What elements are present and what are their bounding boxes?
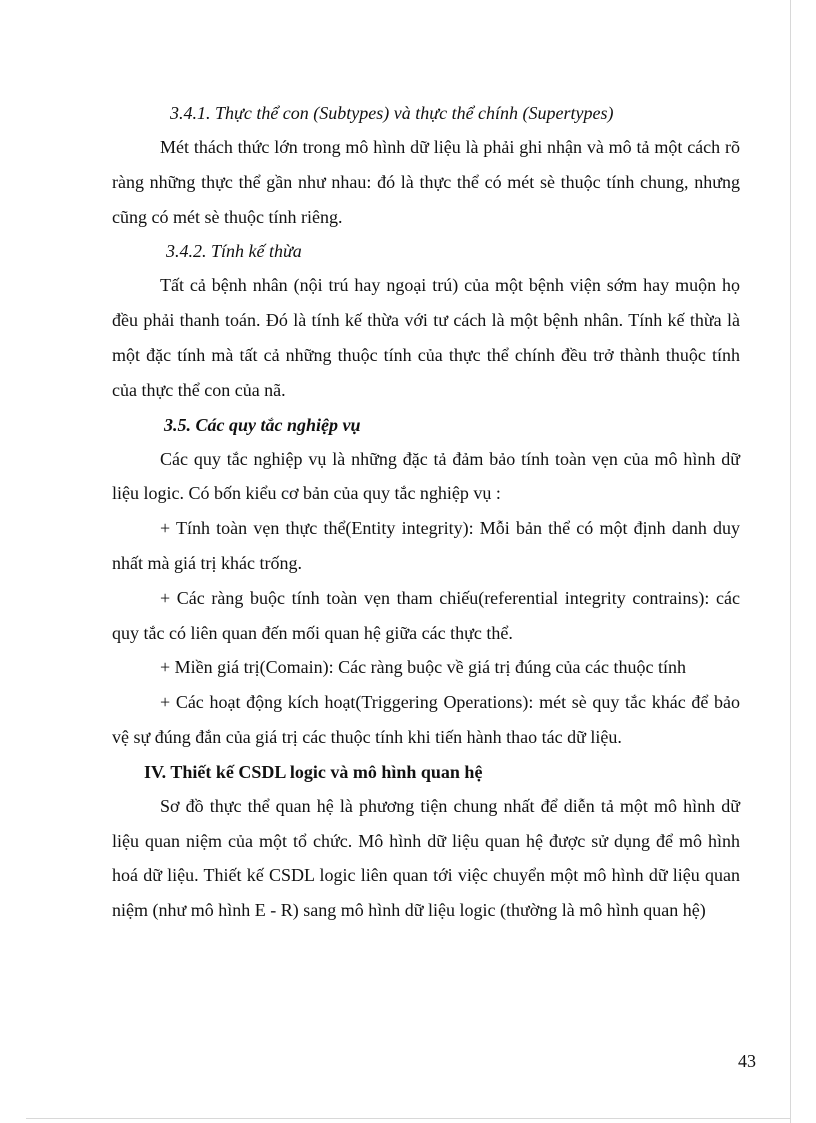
page-number: 43 <box>738 1051 756 1071</box>
section-heading-3-4-1: 3.4.1. Thực thể con (Subtypes) và thực thể chính (Supertypes) <box>170 103 614 123</box>
rule-entity-integrity: + Tính toàn vẹn thực thể(Entity integrity): Mỗi bản thể có một định danh duy nhất mà giá trị khác trống. <box>112 518 740 573</box>
rule-triggering-operations: + Các hoạt động kích hoạt(Triggering Operations): mét sè quy tắc khác để bảo vệ sự đúng đắn của giá trị các thuộc tính khi tiến hành thao tác dữ liệu. <box>112 692 740 747</box>
page-border-bottom <box>26 1118 790 1119</box>
section-heading-iv: IV. Thiết kế CSDL logic và mô hình quan hệ <box>144 761 483 782</box>
rule-referential-integrity: + Các ràng buộc tính toàn vẹn tham chiếu(referential integrity contrains): các quy tắc có liên quan đến mối quan hệ giữa các thực thể. <box>112 587 740 643</box>
rule-domain: + Miền giá trị(Comain): Các ràng buộc về giá trị đúng của các thuộc tính <box>160 657 686 678</box>
section-heading-3-4-2: 3.4.2. Tính kế thừa <box>166 241 302 262</box>
paragraph-subtypes: Mét thách thức lớn trong mô hình dữ liệu là phải ghi nhận và mô tả một cách rõ ràng những thực thể gần như nhau: đó là thực thể có mét sè thuộc tính chung, nhưng cũng có mét sè thuộc tính riêng. <box>112 137 740 227</box>
page-content <box>112 96 740 928</box>
paragraph-business-rules-intro: Các quy tắc nghiệp vụ là những đặc tả đảm bảo tính toàn vẹn của mô hình dữ liệu logic. Có bốn kiểu cơ bản của quy tắc nghiệp vụ : <box>112 448 740 504</box>
page-border-right <box>790 0 791 1123</box>
paragraph-inheritance: Tất cả bệnh nhân (nội trú hay ngoại trú) của một bệnh viện sớm hay muộn họ đều phải thanh toán. Đó là tính kế thừa với tư cách là một bệnh nhân. Tính kế thừa là một đặc tính mà tất cả những thuộc tính của thực thể chính đều trở thành thuộc tính của thực thể con của nã. <box>112 275 740 400</box>
paragraph-logical-design: Sơ đồ thực thể quan hệ là phương tiện chung nhất để diễn tả một mô hình dữ liệu quan niệm của một tổ chức. Mô hình dữ liệu quan hệ được sử dụng để mô hình hoá dữ liệu. Thiết kế CSDL logic liên quan tới việc chuyển một mô hình dữ liệu quan niệm (như mô hình E - R) sang mô hình dữ liệu logic (thường là mô hình quan hệ) <box>112 795 740 921</box>
section-heading-3-5: 3.5. Các quy tắc nghiệp vụ <box>164 414 361 435</box>
